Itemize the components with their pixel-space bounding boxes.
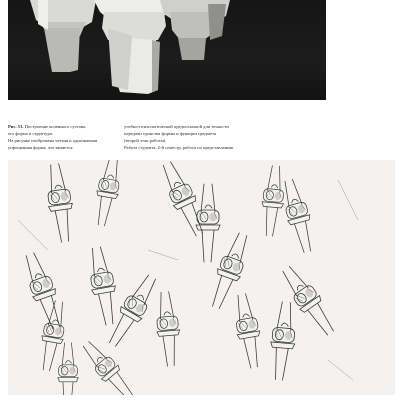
knee-joint-sketch bbox=[36, 299, 69, 372]
knee-joint-sketch bbox=[153, 291, 182, 367]
caption-right-line-2: передачи единства формы и функции предмета bbox=[124, 131, 217, 137]
knee-joint-sketch bbox=[278, 177, 319, 254]
plaster-model-photo bbox=[8, 0, 326, 100]
construction-line bbox=[338, 180, 358, 220]
knee-joint-sketch bbox=[268, 301, 299, 381]
knee-joint-sketches bbox=[8, 160, 395, 395]
knee-joint-sketch bbox=[196, 184, 220, 262]
knee-joint-sketch bbox=[58, 343, 78, 395]
caption-left-line-2: его форма и структура. bbox=[8, 131, 53, 137]
knee-joint-sketch bbox=[78, 337, 140, 395]
construction-line bbox=[328, 360, 353, 380]
knee-joint-sketch bbox=[259, 165, 287, 237]
figure-label: Рис. 53. bbox=[8, 124, 24, 129]
knee-joint-sketch bbox=[19, 250, 68, 332]
sketch-drawing-area bbox=[8, 160, 395, 395]
figure-caption-left bbox=[8, 123, 97, 151]
caption-left-line-1: Построение коленного сустава, bbox=[24, 124, 87, 129]
knee-joint-sketch bbox=[85, 245, 122, 326]
knee-joint-sketch bbox=[43, 163, 78, 244]
caption-left-line-3: На рисунке изображена четкая и однозначная bbox=[8, 138, 98, 144]
figure-caption-right bbox=[124, 123, 234, 151]
caption-right-line-1: учебно-психологической предпосылкой для точности bbox=[124, 124, 229, 129]
knee-joint-sketch bbox=[231, 292, 266, 369]
caption-left-line-4: упрощенная форма, что является bbox=[8, 145, 73, 151]
caption-right-line-4: Работа студента, 2-й семестр, работа по представлению. bbox=[124, 145, 235, 151]
plaster-knee-model-illustration bbox=[8, 0, 326, 100]
construction-line bbox=[18, 220, 48, 250]
knee-joint-sketch bbox=[91, 160, 124, 227]
construction-line bbox=[148, 250, 178, 260]
caption-right-line-3: (второй этап работы). bbox=[124, 138, 167, 144]
